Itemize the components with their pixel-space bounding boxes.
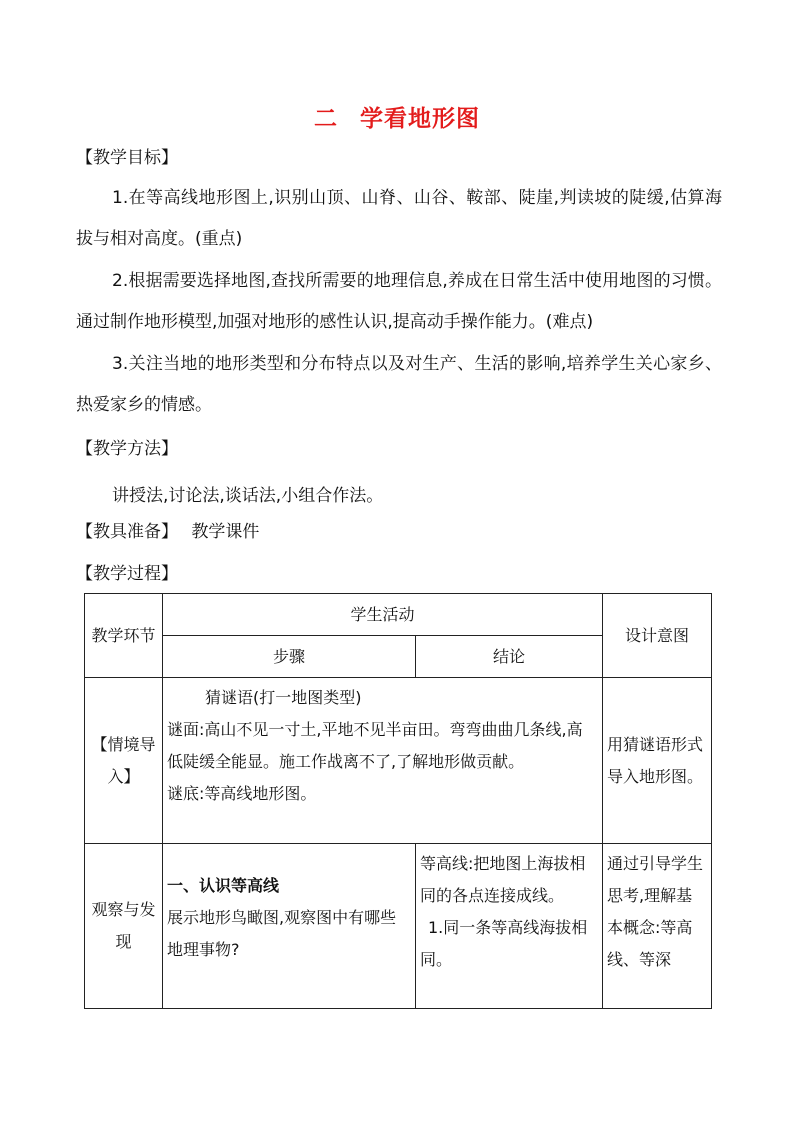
tools-text: 教学课件 — [191, 522, 260, 542]
row2-conclusion-definition: 等高线:把地图上海拔相同的各点连接成线。 — [420, 854, 586, 905]
tools-row — [76, 520, 259, 544]
teaching-process-table — [84, 593, 712, 1009]
row2-stage: 观察与发现 — [85, 844, 163, 1009]
process-heading: 【教学过程】 — [76, 564, 178, 584]
row1-riddle-body: 谜面:高山不见一寸土,平地不见半亩田。弯弯曲曲几条线,高低陡缓全能显。施工作战离不了,了解地形做贡献。 — [167, 720, 583, 771]
methods-heading: 【教学方法】 — [76, 439, 178, 459]
row2-step-heading: 一、认识等高线 — [167, 876, 280, 895]
row1-riddle-answer: 谜底:等高线地形图。 — [167, 784, 317, 803]
table-row — [85, 844, 712, 1009]
objective-item-1: 1.在等高线地形图上,识别山顶、山脊、山谷、鞍部、陡崖,判读坡的陡缓,估算海拔与相对高度。(重点) — [76, 188, 722, 249]
row1-stage: 【情境导入】 — [85, 678, 163, 844]
table-header-row — [85, 594, 712, 636]
header-activity: 学生活动 — [163, 594, 603, 636]
page-title — [0, 100, 794, 133]
row2-step-text: 展示地形鸟瞰图,观察图中有哪些地理事物? — [167, 908, 397, 959]
objective-item-2: 2.根据需要选择地图,查找所需要的地理信息,养成在日常生活中使用地图的习惯。通过制作地形模型,加强对地形的感性认识,提高动手操作能力。(难点) — [76, 271, 722, 332]
table-row — [85, 678, 712, 844]
objectives-heading: 【教学目标】 — [76, 148, 178, 168]
objective-item-3: 3.关注当地的地形类型和分布特点以及对生产、生活的影响,培养学生关心家乡、热爱家乡的情感。 — [76, 354, 722, 415]
row1-steps — [163, 678, 603, 844]
header-stage: 教学环节 — [85, 594, 163, 678]
header-intent: 设计意图 — [603, 594, 712, 678]
row2-steps — [163, 844, 416, 1009]
row2-intent: 通过引导学生思考,理解基本概念:等高线、等深 — [603, 844, 712, 1009]
methods-text: 讲授法,讨论法,谈话法,小组合作法。 — [112, 486, 384, 506]
row1-riddle-title: 猜谜语(打一地图类型) — [205, 688, 362, 707]
row2-conclusion — [416, 844, 603, 1009]
header-conclusion: 结论 — [416, 636, 603, 678]
header-steps: 步骤 — [163, 636, 416, 678]
row2-conclusion-point: 1.同一条等高线海拔相同。 — [420, 918, 588, 969]
tools-heading: 【教具准备】 — [76, 522, 178, 542]
title-number: 二 — [314, 106, 338, 132]
row1-intent: 用猜谜语形式导入地形图。 — [603, 678, 712, 844]
title-text: 学看地形图 — [360, 106, 480, 132]
